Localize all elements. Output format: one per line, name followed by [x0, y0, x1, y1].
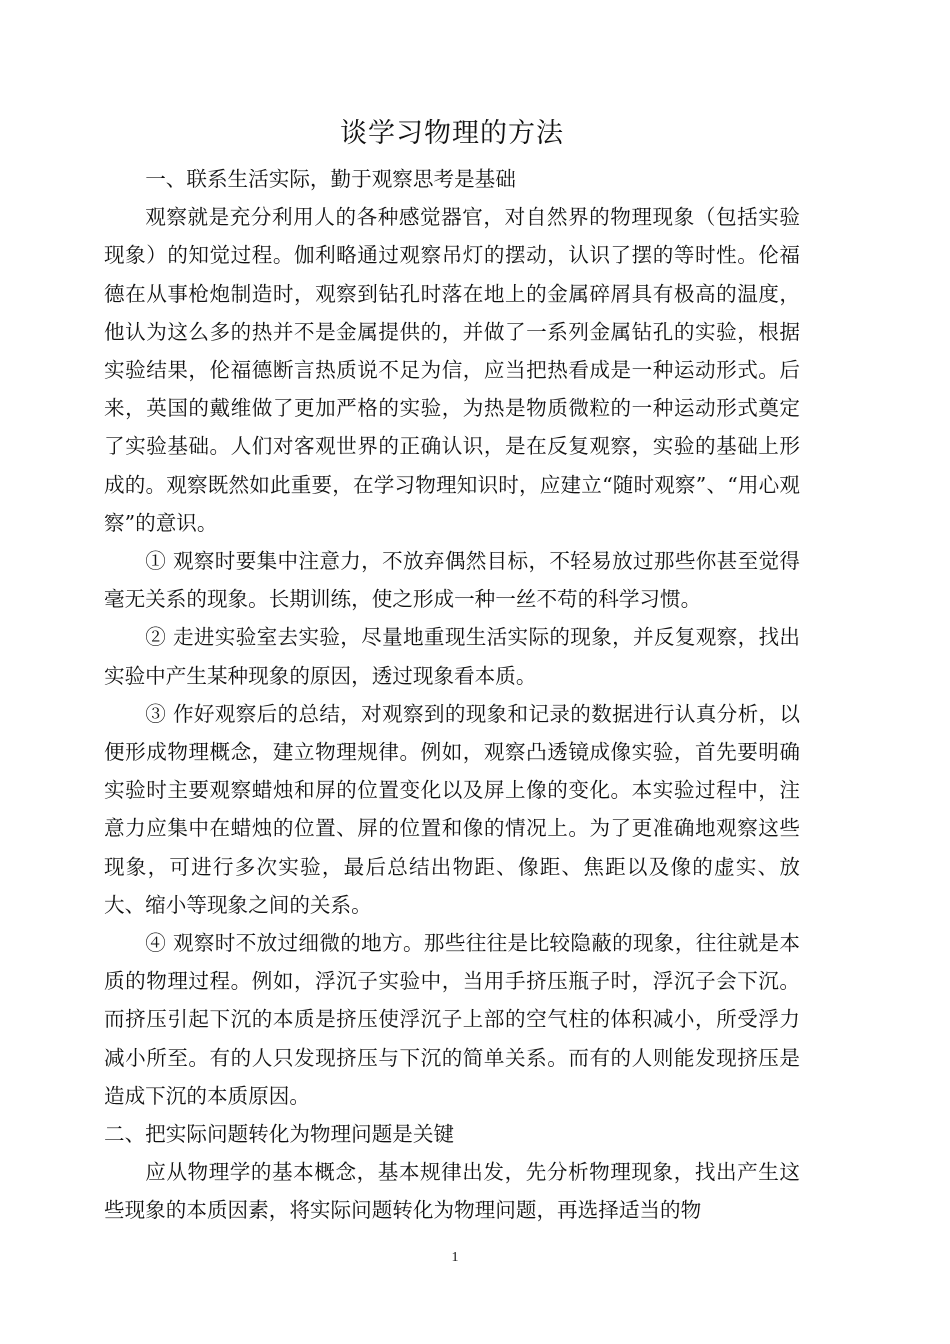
paragraph-point-1: ① 观察时要集中注意力，不放弃偶然目标，不轻易放过那些你甚至觉得毫无关系的现象。长期训练，使之形成一种一丝不苟的科学习惯。: [104, 549, 800, 612]
document-body: [104, 112, 800, 1230]
paragraph-observation: 观察就是充分利用人的各种感觉器官，对自然界的物理现象（包括实验现象）的知觉过程。伽利略通过观察吊灯的摆动，认识了摆的等时性。伦福德在从事枪炮制造时，观察到钻孔时落在地上的金属碎屑具有极高的温度，他认为这么多的热并不是金属提供的，并做了一系列金属钻孔的实验，根据实验结果，伦福德断言热质说不足为信，应当把热看成是一种运动形式。后来，英国的戴维做了更加严格的实验，为热是物质微粒的一种运动形式奠定了实验基础。人们对客观世界的正确认识，是在反复观察，实验的基础上形成的。观察既然如此重要，在学习物理知识时，应建立“随时观察”、“用心观察”的意识。: [104, 205, 800, 535]
paragraph-conversion: 应从物理学的基本概念，基本规律出发，先分析物理现象，找出产生这些现象的本质因素，将实际问题转化为物理问题，再选择适当的物: [104, 1160, 800, 1223]
page-number: 1: [451, 1250, 459, 1265]
paragraph-point-2: ② 走进实验室去实验，尽量地重现生活实际的现象，并反复观察，找出实验中产生某种现象的原因，透过现象看本质。: [104, 625, 800, 688]
paragraph-point-4: ④ 观察时不放过细微的地方。那些往往是比较隐蔽的现象，往往就是本质的物理过程。例如，浮沉子实验中，当用手挤压瓶子时，浮沉子会下沉。而挤压引起下沉的本质是挤压使浮沉子上部的空气柱的体积减小，所受浮力减小所至。有的人只发现挤压与下沉的简单关系。而有的人则能发现挤压是造成下沉的本质原因。: [104, 931, 800, 1108]
section-heading-1: 一、联系生活实际，勤于观察思考是基础: [145, 167, 516, 191]
section-heading-2: 二、把实际问题转化为物理问题是关键: [104, 1122, 455, 1147]
paragraph-point-3: ③ 作好观察后的总结，对观察到的现象和记录的数据进行认真分析，以便形成物理概念，建立物理规律。例如，观察凸透镜成像实验，首先要明确实验时主要观察蜡烛和屏的位置变化以及屏上像的变化。本实验过程中，注意力应集中在蜡烛的位置、屏的位置和像的情况上。为了更准确地观察这些现象，可进行多次实验，最后总结出物距、像距、焦距以及像的虚实、放大、缩小等现象之间的关系。: [104, 701, 800, 917]
document-title: 谈学习物理的方法: [340, 118, 564, 149]
